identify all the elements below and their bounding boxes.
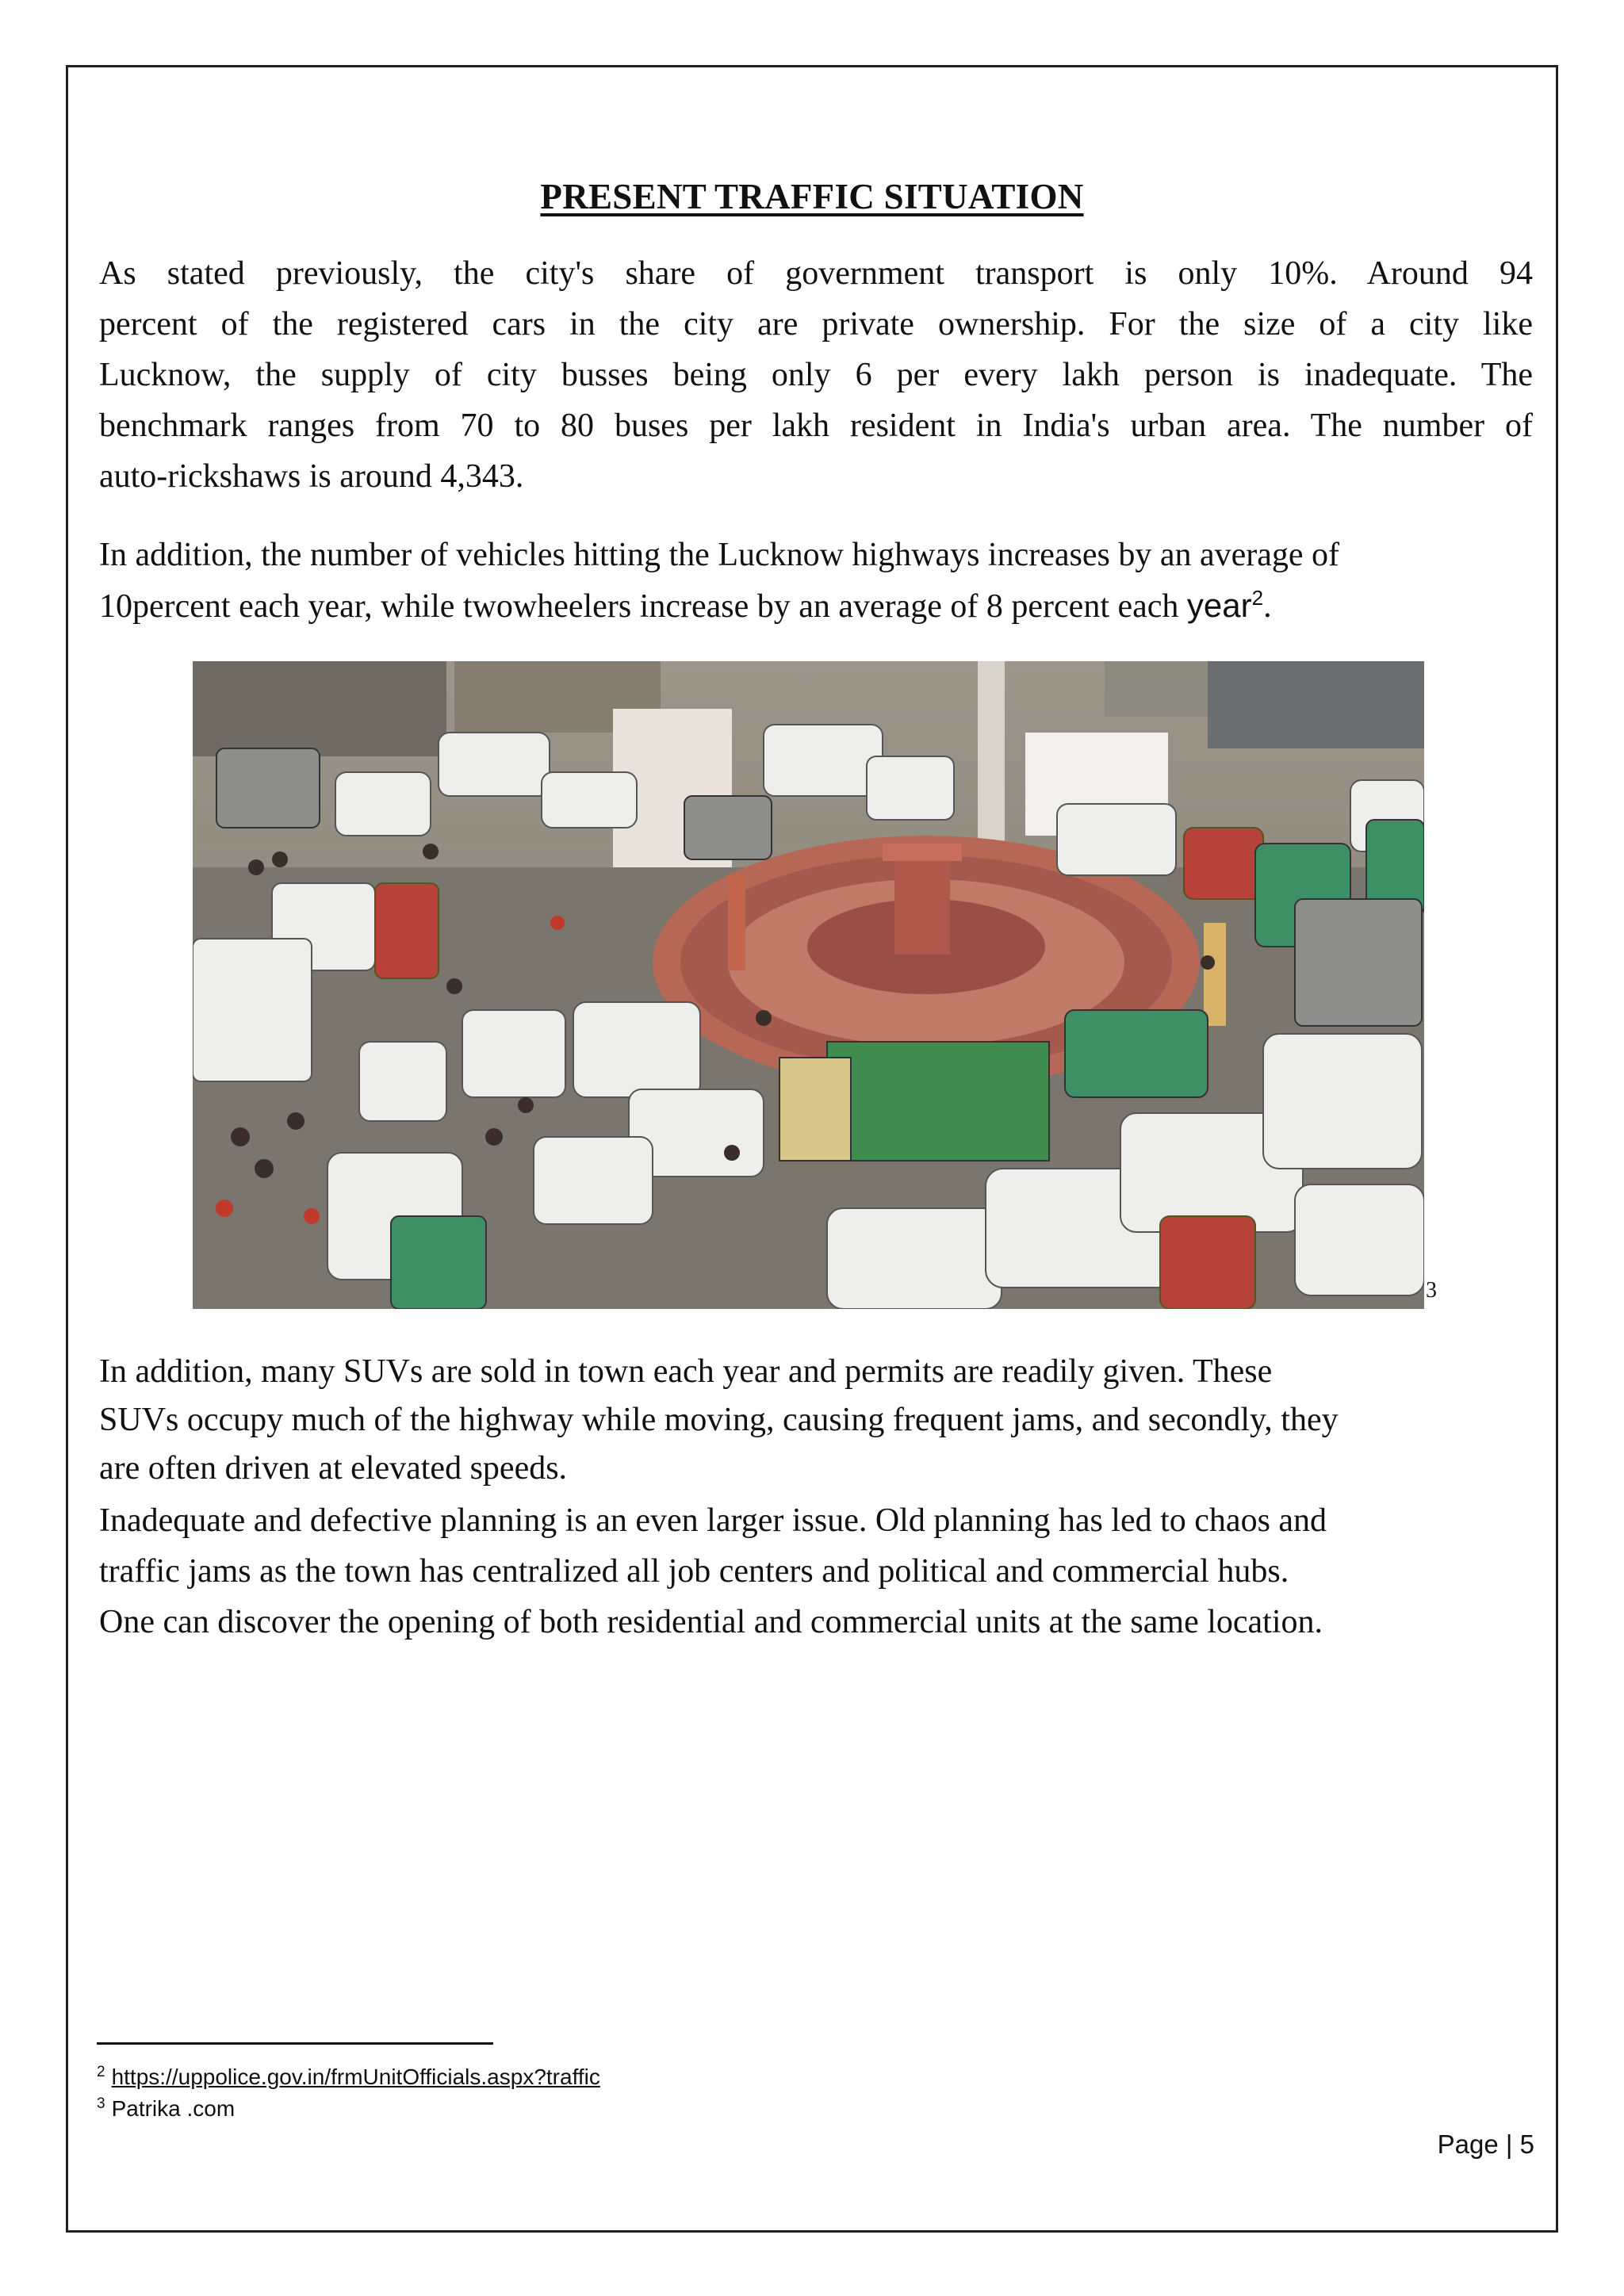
footnote-ref-2[interactable]: 2 — [1251, 586, 1264, 610]
footnote-number: 2 — [97, 2063, 105, 2080]
paragraph-suvs — [99, 1348, 1533, 1493]
page-title: PRESENT TRAFFIC SITUATION — [540, 177, 1084, 216]
paragraph-line-word: year — [1186, 587, 1252, 624]
paragraph-line: traffic jams as the town has centralized all job centers and political and commercial hubs. — [99, 1553, 1289, 1590]
footnote-2 — [97, 2063, 600, 2091]
footnote-3 — [97, 2095, 235, 2123]
footnote-link[interactable]: https://uppolice.gov.in/frmUnitOfficials.aspx?traffic — [111, 2064, 600, 2089]
paragraph-transport-share — [99, 248, 1533, 502]
paragraph-line: percent of the registered cars in the city are private ownership. For the size of a city like — [99, 306, 1533, 342]
paragraph-line: In addition, many SUVs are sold in town each year and permits are readily given. These — [99, 1353, 1273, 1390]
paragraph-line: As stated previously, the city's share of government transport is only 10%. Around 94 — [99, 255, 1533, 292]
paragraph-line: benchmark ranges from 70 to 80 buses per lakh resident in India's urban area. The number of — [99, 408, 1533, 444]
paragraph-line: are often driven at elevated speeds. — [99, 1450, 568, 1487]
paragraph-vehicle-growth — [99, 530, 1533, 632]
footnote-text: Patrika .com — [111, 2096, 236, 2121]
paragraph-line: Lucknow, the supply of city busses being only 6 per every lakh person is inadequate. The — [99, 357, 1533, 393]
paragraph-line: In addition, the number of vehicles hitting the Lucknow highways increases by an average of — [99, 537, 1340, 573]
footnote-divider — [97, 2042, 493, 2045]
footnote-number: 3 — [97, 2095, 105, 2112]
paragraph-planning — [99, 1495, 1533, 1647]
figure-footnote-ref[interactable]: 3 — [1426, 1278, 1437, 1303]
paragraph-line: Inadequate and defective planning is an even larger issue. Old planning has led to chaos and — [99, 1502, 1327, 1539]
traffic-jam-photo — [193, 661, 1424, 1309]
page-number: Page | 5 — [1437, 2130, 1534, 2159]
paragraph-line-end: . — [1263, 588, 1272, 625]
paragraph-line: auto-rickshaws is around 4,343. — [99, 458, 524, 495]
paragraph-line: SUVs occupy much of the highway while moving, causing frequent jams, and secondly, they — [99, 1402, 1339, 1438]
paragraph-line-text: 10percent each year, while twowheelers increase by an average of 8 percent each — [99, 588, 1187, 625]
paragraph-line: One can discover the opening of both residential and commercial units at the same location. — [99, 1604, 1323, 1640]
paragraph-line — [99, 580, 1533, 632]
